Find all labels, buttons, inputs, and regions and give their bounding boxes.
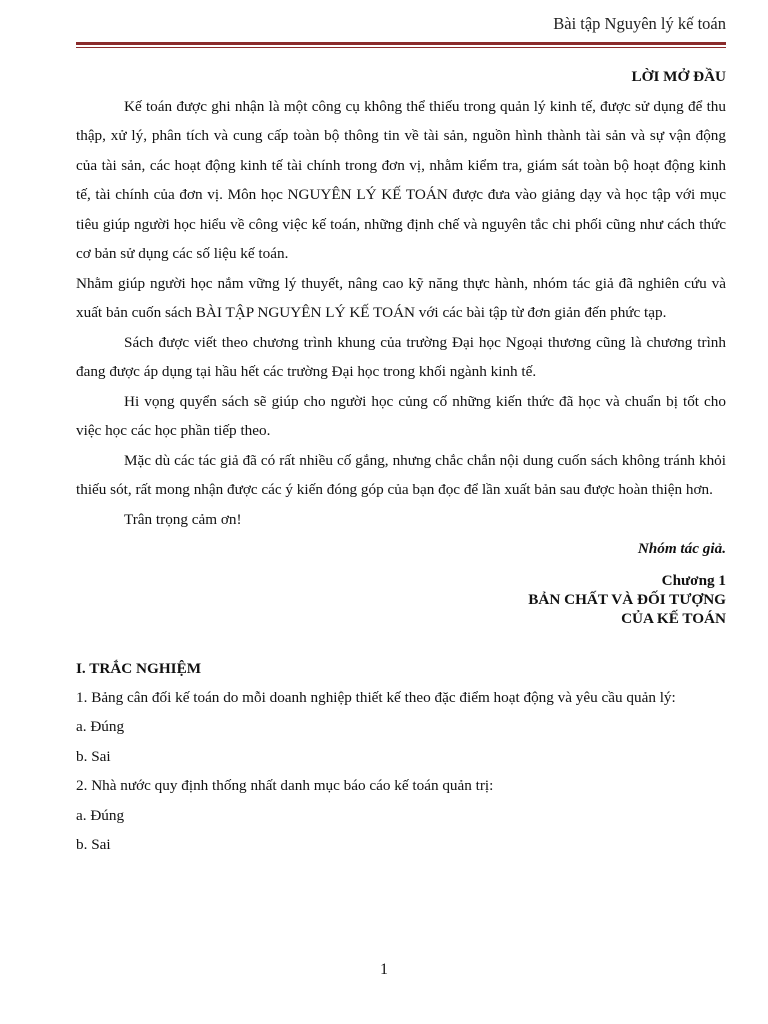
page-number: 1 [380, 961, 388, 978]
preface-heading: LỜI MỞ ĐẦU [631, 68, 726, 85]
chapter-title-line-2: CỦA KẾ TOÁN [621, 609, 726, 627]
question-2: 2. Nhà nước quy định thống nhất danh mục báo cáo kế toán quản trị: [76, 777, 494, 794]
question-1-option-b: b. Sai [76, 747, 111, 765]
preface-paragraph-1: Kế toán được ghi nhận là một công cụ không thể thiếu trong quản lý kinh tế, được sử dụng để thu thập, xử lý, phân tích và cung cấp toàn bộ thông tin về tài sản, nguồn hình thành tài sản và sự vận động của tài sản, các hoạt động kinh tế tài chính trong đơn vị, nhằm kiểm tra, giám sát toàn bộ hoạt động kinh tế, tài chính của đơn vị. Môn học NGUYÊN LÝ KẾ TOÁN được đưa vào giảng dạy và học tập với mục tiêu giúp người học hiểu về công việc kế toán, những định chế và nguyên tắc chi phối cũng như cách thức cơ bản sử dụng các số liệu kế toán. [76, 97, 726, 262]
preface-paragraph-4: Hi vọng quyển sách sẽ giúp cho người học củng cố những kiến thức đã học và chuẩn bị tốt cho việc học các học phần tiếp theo. [76, 392, 726, 439]
preface-paragraph-6: Trân trọng cảm ơn! [124, 510, 242, 528]
running-header: Bài tập Nguyên lý kế toán [553, 14, 726, 33]
preface-signature: Nhóm tác giả. [637, 540, 726, 557]
preface-paragraph-3: Sách được viết theo chương trình khung của trường Đại học Ngoại thương cũng là chương trình đang được áp dụng tại hầu hết các trường Đại học trong khối ngành kinh tế. [76, 333, 726, 380]
chapter-title-line-1: BẢN CHẤT VÀ ĐỐI TƯỢNG [528, 590, 726, 608]
question-2-option-b: b. Sai [76, 836, 111, 853]
question-1: 1. Bảng cân đối kế toán do mỗi doanh nghiệp thiết kế theo đặc điểm hoạt động và yêu cầu quản lý: [76, 688, 676, 706]
chapter-heading [76, 571, 726, 628]
question-2-option-a: a. Đúng [76, 806, 125, 824]
page-content [76, 62, 726, 860]
question-1-option-a: a. Đúng [76, 718, 125, 735]
section-title: I. TRẮC NGHIỆM [76, 659, 202, 677]
chapter-number: Chương 1 [661, 571, 726, 589]
preface-paragraph-2: Nhằm giúp người học nắm vững lý thuyết, nâng cao kỹ năng thực hành, nhóm tác giả đã nghiên cứu và xuất bản cuốn sách BÀI TẬP NGUYÊN LÝ KẾ TOÁN với các bài tập từ đơn giản đến phức tạp. [76, 274, 726, 321]
header-rule [76, 42, 726, 48]
preface-paragraph-5: Mặc dù các tác giả đã có rất nhiều cố gắng, nhưng chắc chắn nội dung cuốn sách không tránh khỏi thiếu sót, rất mong nhận được các ý kiến đóng góp của bạn đọc để lần xuất bản sau được hoàn thiện hơn. [76, 451, 726, 498]
